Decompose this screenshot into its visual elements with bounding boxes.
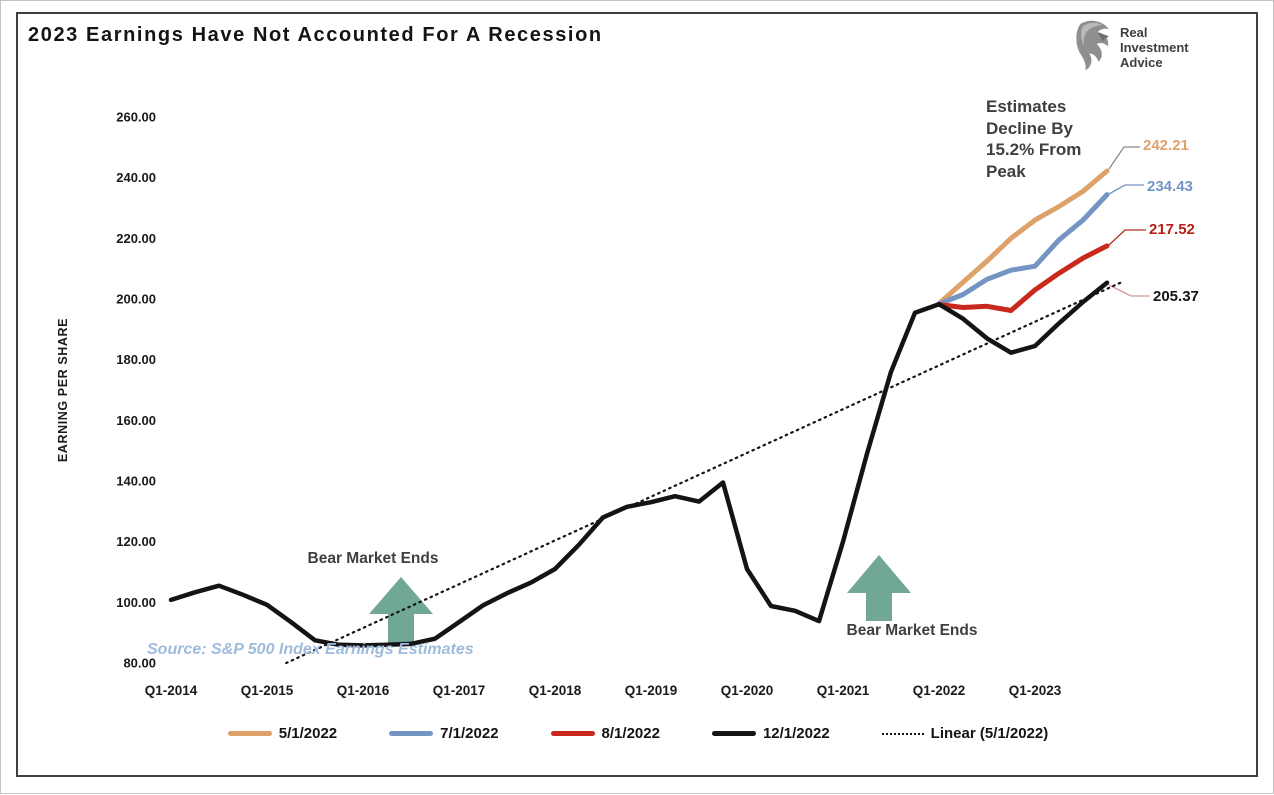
y-tick-label: 120.00 (116, 534, 156, 550)
series-line-7-1-2022 (939, 195, 1107, 304)
y-tick-label: 200.00 (116, 291, 156, 307)
y-tick-label: 160.00 (116, 412, 156, 428)
x-tick-label: Q1-2018 (528, 683, 582, 698)
x-tick-label: Q1-2021 (816, 683, 870, 698)
x-tick-label: Q1-2019 (624, 683, 678, 698)
y-axis-title: EARNING PER SHARE (56, 317, 70, 463)
legend-item-5-1-2022: 5/1/2022 (228, 725, 337, 742)
annotation-estimates-decline: Estimates Decline By 15.2% From Peak (986, 97, 1082, 181)
x-tick-label: Q1-2015 (240, 683, 294, 698)
legend-swatch-blue (389, 731, 433, 736)
end-label-8-1-2022: 217.52 (1149, 221, 1195, 238)
annotation-bear-market-ends-2021: Bear Market Ends (846, 622, 978, 639)
leader-red (1109, 230, 1146, 245)
series-line-5-1-2022 (939, 171, 1107, 304)
end-label-5-1-2022: 242.21 (1143, 137, 1189, 154)
y-tick-label: 180.00 (116, 352, 156, 368)
legend-swatch-black (712, 731, 756, 736)
y-tick-label: 220.00 (116, 230, 156, 246)
leader-orange (1109, 147, 1140, 169)
up-arrow-2016 (369, 577, 433, 643)
x-tick-label: Q1-2020 (720, 683, 774, 698)
legend-item-7-1-2022: 7/1/2022 (389, 725, 498, 742)
y-tick-label: 260.00 (116, 109, 156, 125)
series-layer (171, 171, 1121, 663)
y-tick-label: 240.00 (116, 170, 156, 186)
x-tick-label: Q1-2014 (144, 683, 198, 698)
chart-plot (1, 1, 1274, 795)
legend-swatch-red (551, 731, 595, 736)
y-tick-label: 140.00 (116, 473, 156, 489)
legend-item-linear: Linear (5/1/2022) (882, 725, 1049, 742)
up-arrow-2021 (847, 555, 911, 621)
x-tick-label: Q1-2016 (336, 683, 390, 698)
y-tick-label: 100.00 (116, 594, 156, 610)
source-note: Source: S&P 500 Index Earnings Estimates (147, 641, 474, 658)
brand-name: Real Investment Advice (1120, 24, 1189, 70)
x-tick-label: Q1-2017 (432, 683, 486, 698)
annotation-bear-market-ends-2016: Bear Market Ends (307, 550, 439, 567)
series-line-12-1-2022 (171, 283, 1107, 646)
legend-swatch-dotted (882, 733, 924, 735)
axis-layer (56, 110, 1062, 698)
y-tick-label: 80.00 (123, 655, 156, 671)
end-label-7-1-2022: 234.43 (1147, 178, 1193, 195)
end-label-12-1-2022: 205.37 (1153, 288, 1199, 305)
leader-blue (1109, 185, 1144, 194)
x-tick-label: Q1-2023 (1008, 683, 1062, 698)
leader-black (1109, 285, 1150, 296)
legend (18, 725, 1258, 742)
legend-item-8-1-2022: 8/1/2022 (551, 725, 660, 742)
legend-swatch-orange (228, 731, 272, 736)
x-tick-label: Q1-2022 (912, 683, 966, 698)
legend-item-12-1-2022: 12/1/2022 (712, 725, 830, 742)
chart-title: 2023 Earnings Have Not Accounted For A Recession (28, 24, 603, 46)
